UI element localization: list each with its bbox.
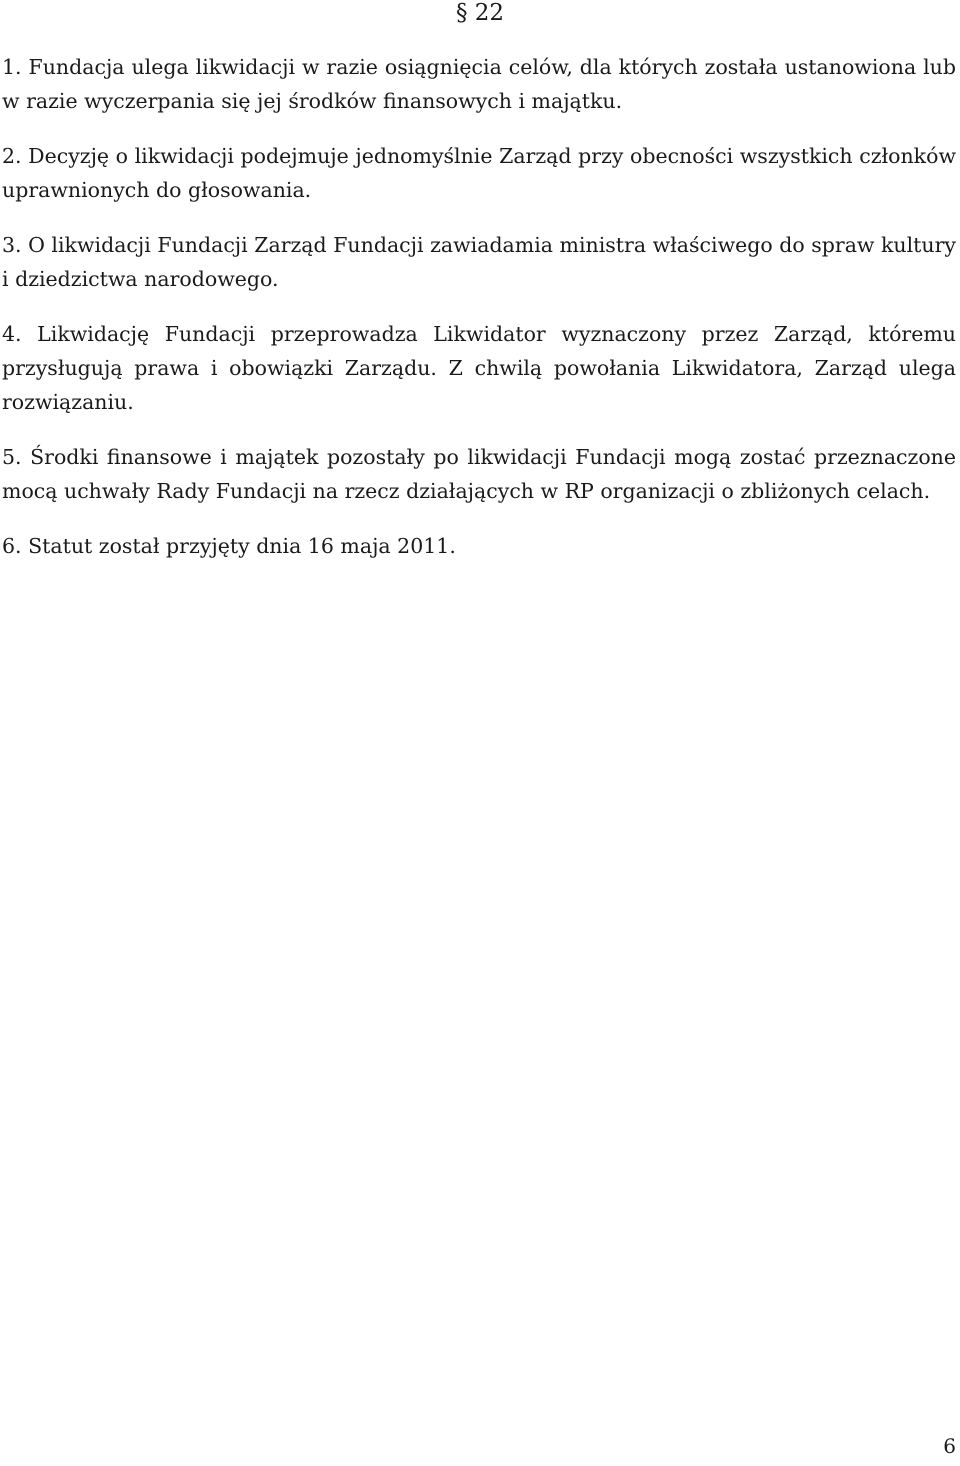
paragraph-5: 5. Środki finansowe i majątek pozostały po likwidacji Fundacji mogą zostać przeznaczone mocą uchwały Rady Fundacji na rzecz działających w RP organizacji o zbliżonych celach. (2, 445, 956, 503)
page-number: 6 (943, 1434, 956, 1458)
paragraph-1: 1. Fundacja ulega likwidacji w razie osiągnięcia celów, dla których została ustanowiona lub w razie wyczerpania się jej środków finansowych i majątku. (2, 55, 956, 113)
paragraph-2: 2. Decyzję o likwidacji podejmuje jednomyślnie Zarząd przy obecności wszystkich członków uprawnionych do głosowania. (2, 144, 956, 202)
paragraph-3: 3. O likwidacji Fundacji Zarząd Fundacji zawiadamia ministra właściwego do spraw kultury i dziedzictwa narodowego. (2, 233, 956, 291)
section-heading: § 22 (455, 0, 505, 26)
paragraph-4: 4. Likwidację Fundacji przeprowadza Likwidator wyznaczony przez Zarząd, któremu przysługują prawa i obowiązki Zarządu. Z chwilą powołania Likwidatora, Zarząd ulega rozwiązaniu. (2, 322, 956, 414)
paragraph-list (2, 50, 956, 563)
paragraph-6: 6. Statut został przyjęty dnia 16 maja 2011. (2, 534, 456, 558)
